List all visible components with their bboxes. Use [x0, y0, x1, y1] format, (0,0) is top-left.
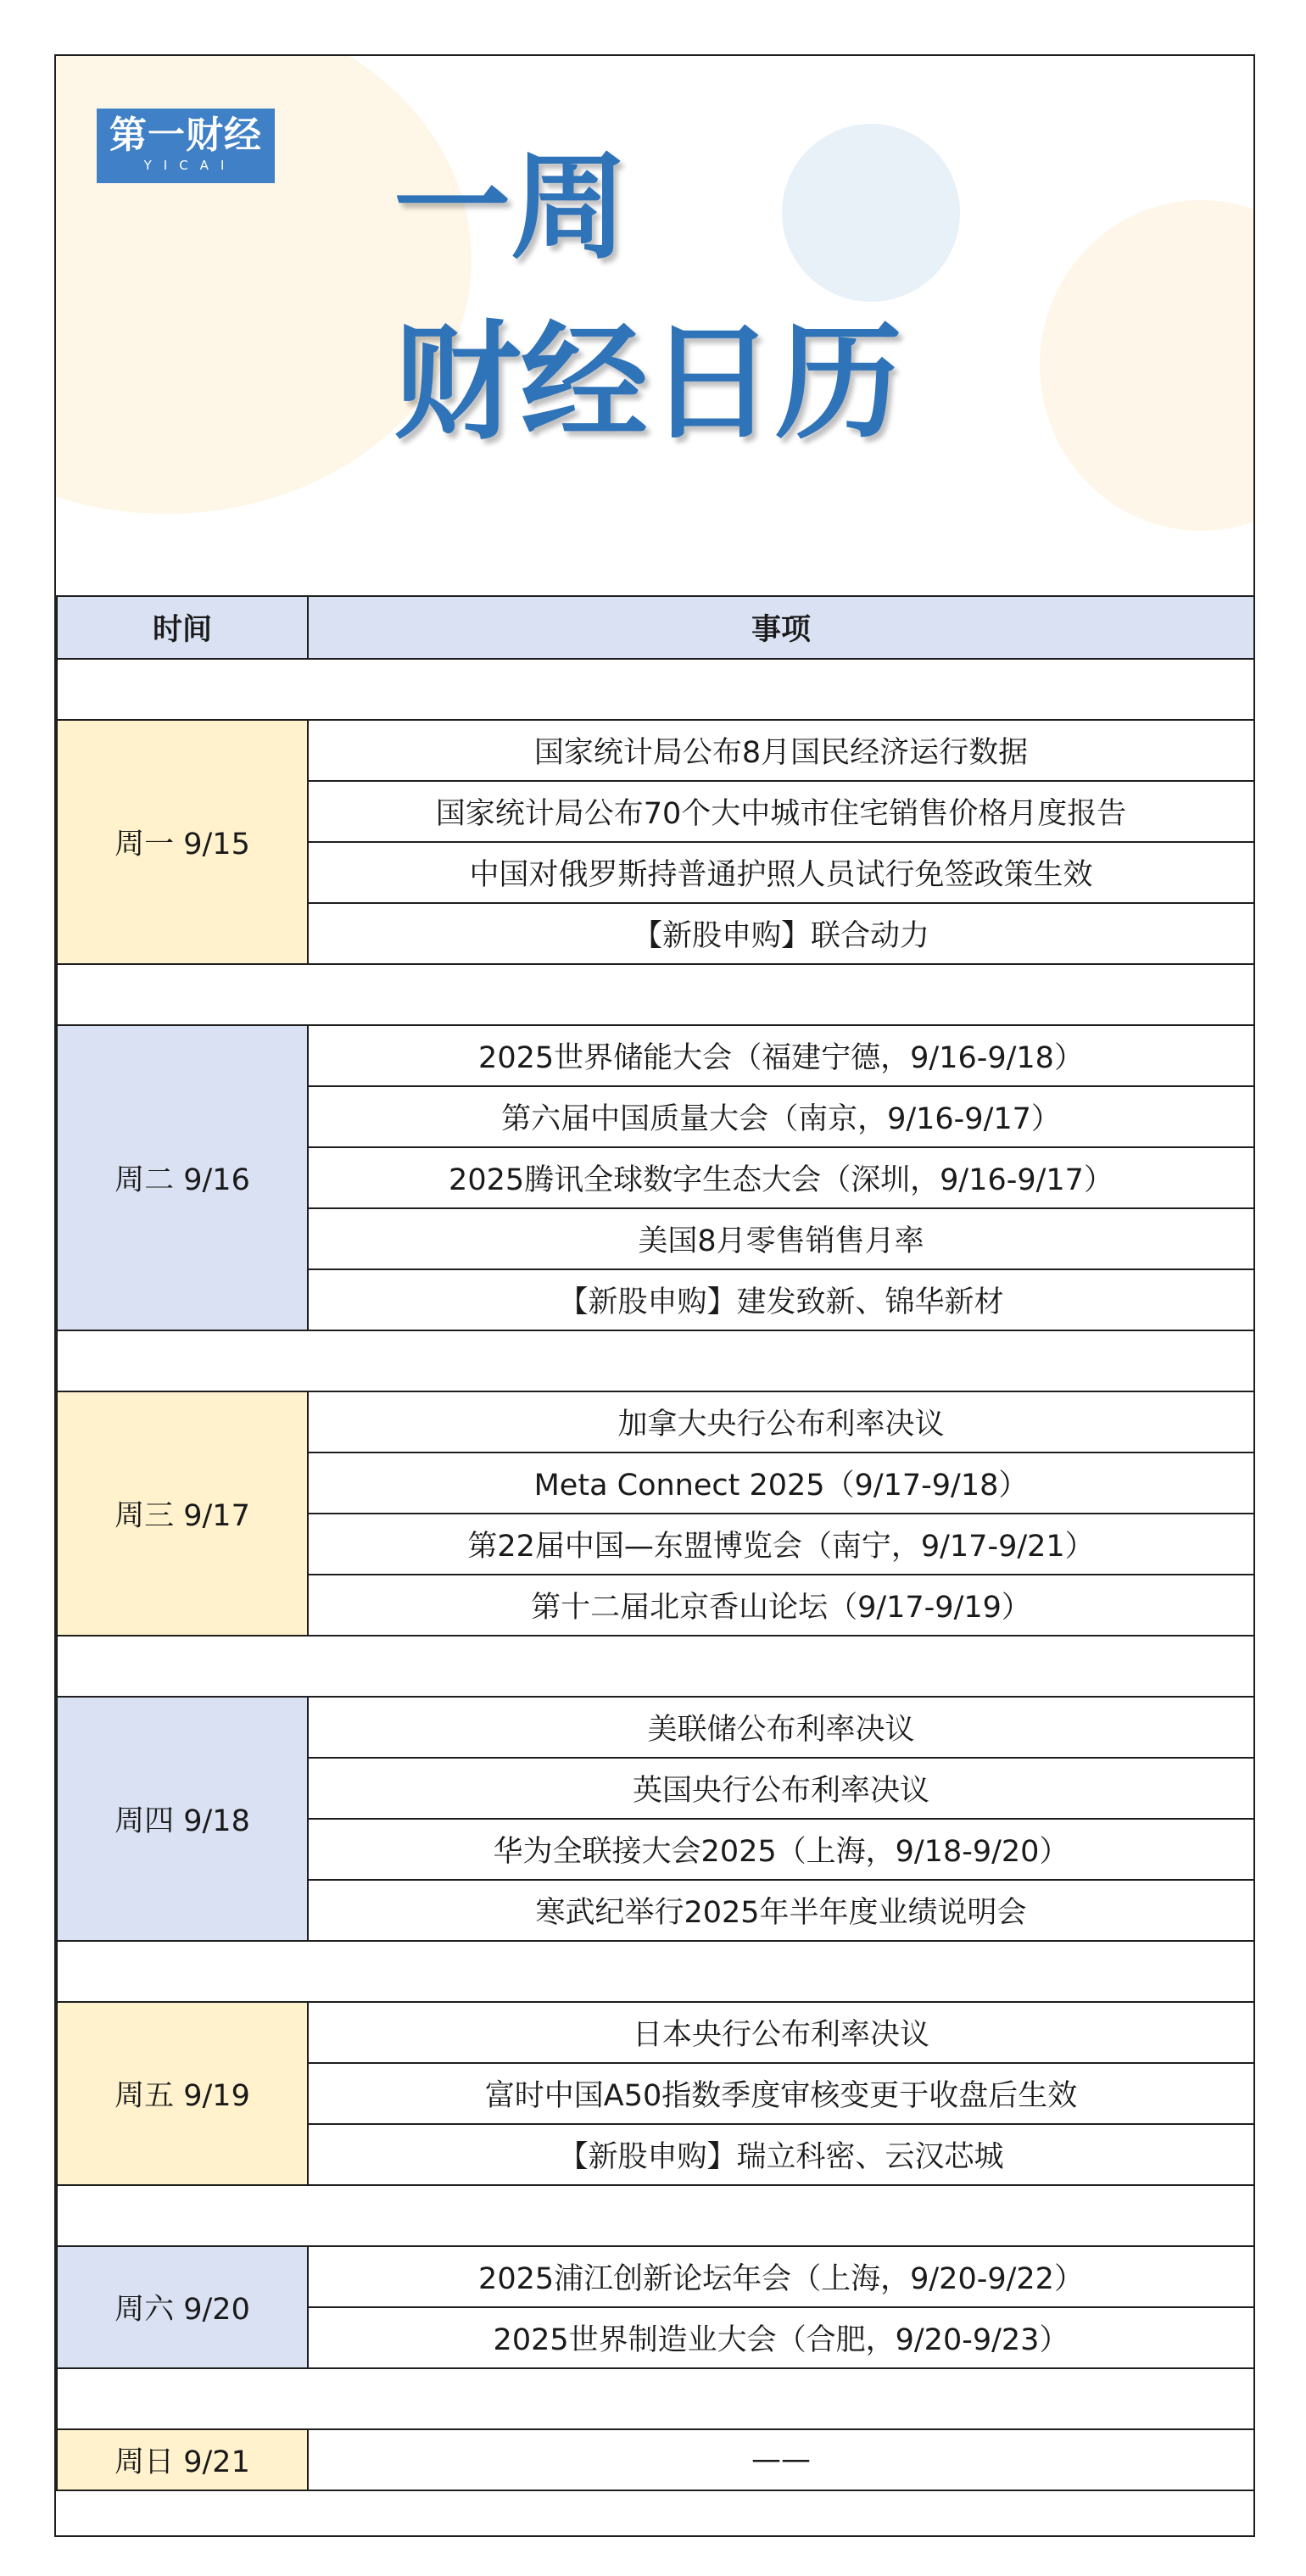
- event-item: 英国央行公布利率决议: [308, 1758, 1254, 1819]
- event-item: 2025世界储能大会（福建宁德，9/16-9/18）: [308, 1025, 1254, 1086]
- event-item: 美联储公布利率决议: [308, 1697, 1254, 1758]
- event-item: Meta Connect 2025（9/17-9/18）: [308, 1452, 1254, 1514]
- event-item: 中国对俄罗斯持普通护照人员试行免签政策生效: [308, 842, 1254, 903]
- table-row: [57, 2246, 1254, 2307]
- table-row: [57, 1025, 1254, 1086]
- spacer-row: [57, 1941, 1254, 2002]
- logo-main-text: 第一财经: [109, 114, 262, 157]
- event-item: 华为全联接大会2025（上海，9/18-9/20）: [308, 1819, 1254, 1880]
- table-row: [57, 720, 1254, 781]
- event-item: 第六届中国质量大会（南京，9/16-9/17）: [308, 1086, 1254, 1147]
- event-item: 国家统计局公布70个大中城市住宅销售价格月度报告: [308, 781, 1254, 842]
- spacer-row: [57, 1330, 1254, 1391]
- event-item: 富时中国A50指数季度审核变更于收盘后生效: [308, 2063, 1254, 2124]
- event-item: 2025腾讯全球数字生态大会（深圳，9/16-9/17）: [308, 1147, 1254, 1208]
- day-label: 周五 9/19: [57, 2002, 308, 2185]
- event-item: 第十二届北京香山论坛（9/17-9/19）: [308, 1575, 1254, 1636]
- header-items: 事项: [308, 596, 1254, 659]
- event-item: 美国8月零售销售月率: [308, 1208, 1254, 1269]
- table-row: [57, 2429, 1254, 2490]
- calendar-table: [56, 595, 1255, 2491]
- spacer-row: [57, 2368, 1254, 2429]
- table-row: [57, 2002, 1254, 2063]
- spacer-row: [57, 1636, 1254, 1697]
- event-item: 日本央行公布利率决议: [308, 2002, 1254, 2063]
- logo-sub-text: YICAI: [143, 158, 237, 173]
- event-item: ——: [308, 2429, 1254, 2490]
- table-header-row: [57, 596, 1254, 659]
- spacer-row: [57, 659, 1254, 720]
- spacer-row: [57, 964, 1254, 1025]
- decor-circle-cream: [1040, 200, 1253, 531]
- table-row: [57, 1391, 1254, 1452]
- event-item: 【新股申购】联合动力: [308, 903, 1254, 964]
- day-label: 周四 9/18: [57, 1697, 308, 1941]
- day-label: 周六 9/20: [57, 2246, 308, 2368]
- yicai-logo: [97, 109, 275, 183]
- event-item: 2025世界制造业大会（合肥，9/20-9/23）: [308, 2307, 1254, 2368]
- header-time: 时间: [57, 596, 308, 659]
- day-label: 周日 9/21: [57, 2429, 308, 2490]
- event-item: 国家统计局公布8月国民经济运行数据: [308, 720, 1254, 781]
- day-label: 周一 9/15: [57, 720, 308, 964]
- day-label: 周二 9/16: [57, 1025, 308, 1330]
- spacer-row: [57, 2185, 1254, 2246]
- event-item: 【新股申购】建发致新、锦华新材: [308, 1269, 1254, 1330]
- event-item: 第22届中国—东盟博览会（南宁，9/17-9/21）: [308, 1514, 1254, 1575]
- header-banner: [56, 56, 1253, 595]
- table-row: [57, 1697, 1254, 1758]
- day-label: 周三 9/17: [57, 1391, 308, 1636]
- event-item: 加拿大央行公布利率决议: [308, 1391, 1254, 1452]
- title-line-2: 财经日历: [393, 309, 903, 457]
- event-item: 【新股申购】瑞立科密、云汉芯城: [308, 2124, 1254, 2185]
- title-line-1: 一周: [393, 139, 628, 276]
- event-item: 2025浦江创新论坛年会（上海，9/20-9/22）: [308, 2246, 1254, 2307]
- event-item: 寒武纪举行2025年半年度业绩说明会: [308, 1880, 1254, 1941]
- calendar-frame: [54, 54, 1255, 2537]
